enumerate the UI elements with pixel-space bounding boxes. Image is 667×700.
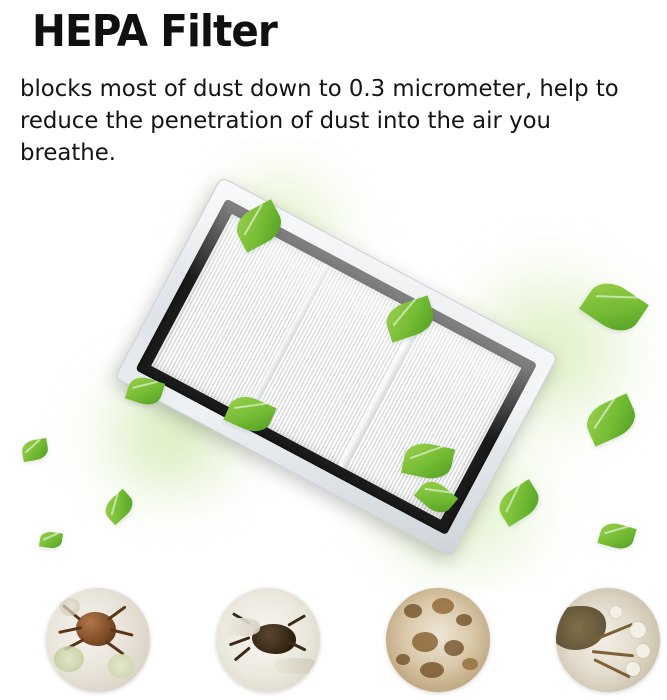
debris xyxy=(54,646,84,672)
filter-rib xyxy=(244,263,331,418)
dust-speck xyxy=(444,640,464,656)
page-title: HEPA Filter xyxy=(32,6,277,57)
dust-speck xyxy=(456,614,472,626)
dust-speck xyxy=(396,654,410,665)
debris xyxy=(60,598,80,616)
fabric-fiber xyxy=(220,618,260,636)
dust-speck xyxy=(462,658,478,670)
pollen-flower-image xyxy=(556,588,660,692)
filter-housing xyxy=(114,176,558,557)
dust-mite-closeup-image xyxy=(46,588,150,692)
flower-petal xyxy=(626,662,640,676)
filter-frame xyxy=(135,199,537,536)
page-subtitle: blocks most of dust down to 0.3 micrometer, help to reduce the penetration of dust into the air you breathe. xyxy=(20,74,619,166)
product-scene xyxy=(0,140,667,590)
debris xyxy=(108,654,134,678)
flower-petal xyxy=(630,622,646,638)
mite-leg xyxy=(107,605,127,620)
filter-media xyxy=(151,214,521,520)
dust-mite-fabric-image xyxy=(216,588,320,692)
bottom-image-strip xyxy=(0,588,667,700)
mite-leg xyxy=(229,636,251,646)
flower-stem xyxy=(592,650,634,657)
dust-particles-image xyxy=(386,588,490,692)
flower-petal xyxy=(610,606,622,618)
mite-leg xyxy=(234,646,251,661)
leaf-far-left-low xyxy=(39,531,63,550)
dust-speck xyxy=(404,604,422,618)
flower-bud xyxy=(556,606,606,650)
leaf-bottom-right xyxy=(597,520,636,552)
flower-petal xyxy=(636,644,650,658)
dust-speck xyxy=(412,632,438,652)
dust-speck xyxy=(432,598,454,614)
dust-speck xyxy=(420,662,444,678)
mite-leg xyxy=(287,614,306,627)
fabric-fiber xyxy=(274,658,318,674)
